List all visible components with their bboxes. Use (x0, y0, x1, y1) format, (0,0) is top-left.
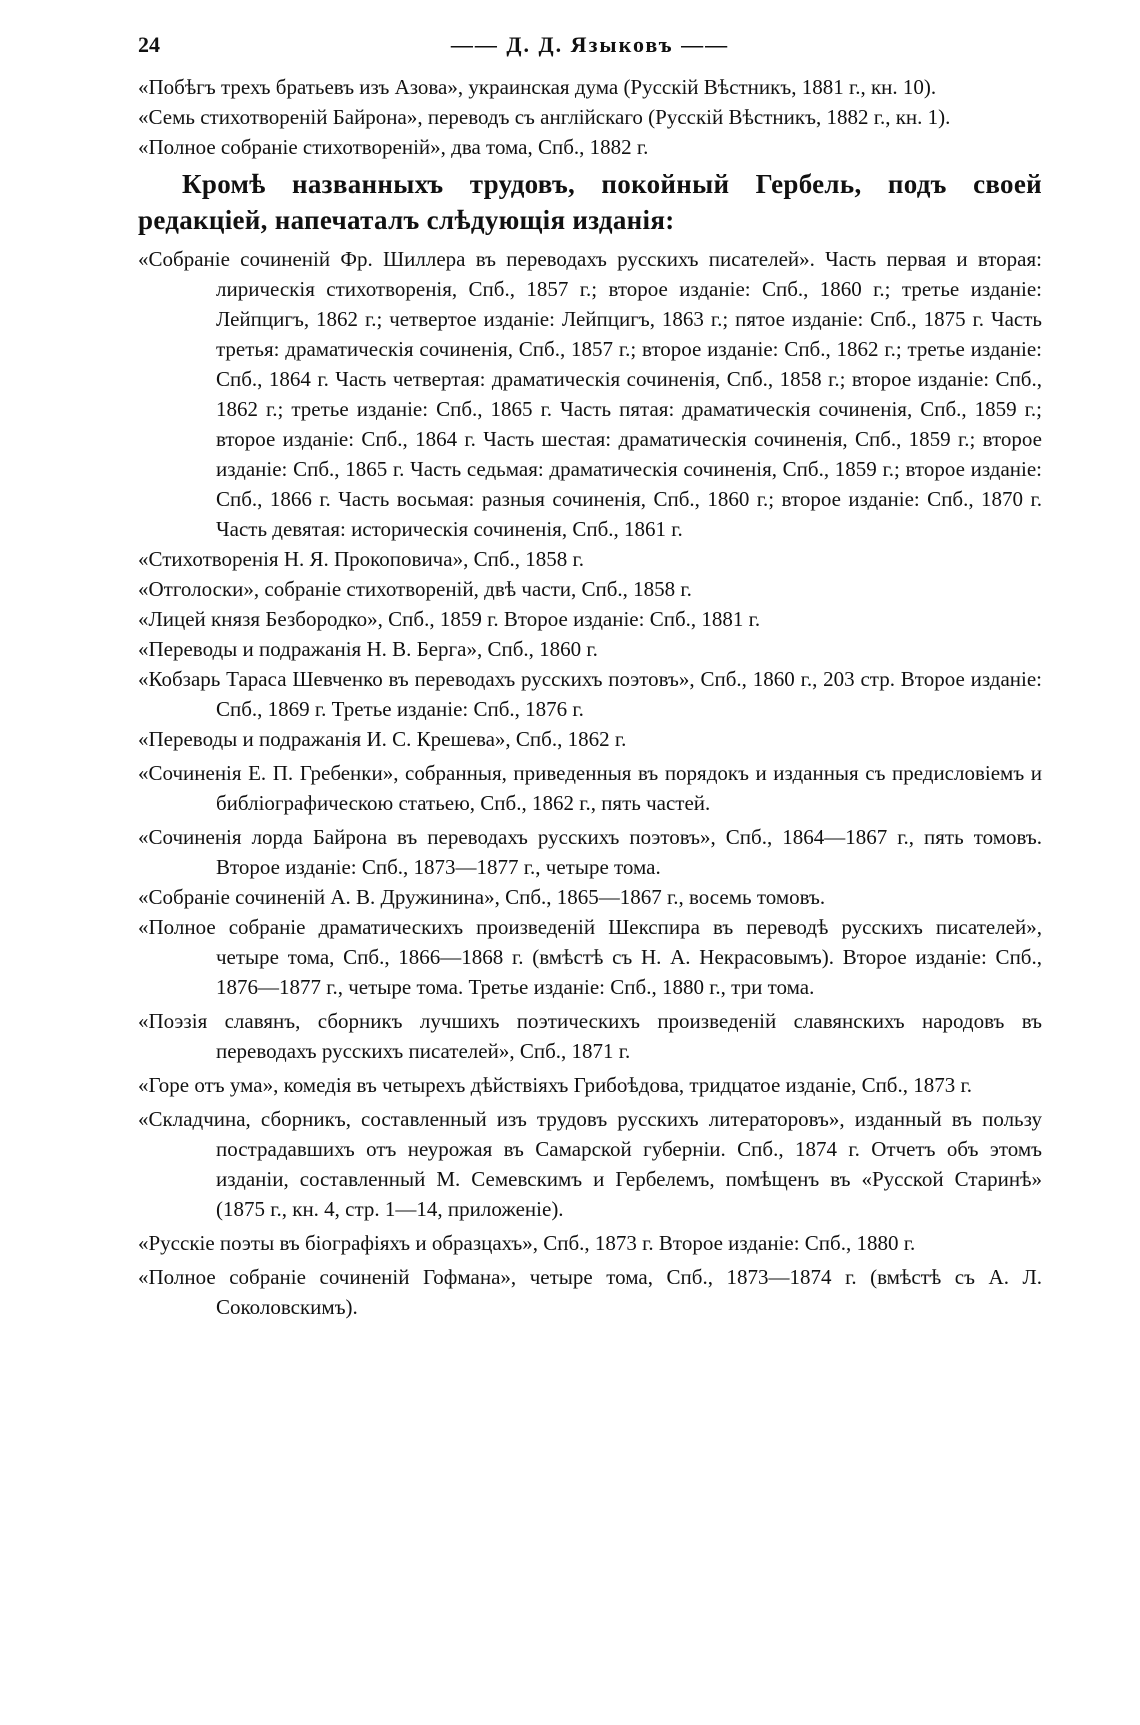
bibliography-entry: «Семь стихотвореній Байрона», переводъ съ англійскаго (Русскій Вѣстникъ, 1882 г., кн. 1). (138, 105, 951, 129)
running-title: —— Д. Д. Языковъ —— (450, 32, 730, 57)
bibliography-entry: «Стихотворенія Н. Я. Прокоповича», Спб., 1858 г. (138, 547, 584, 571)
bibliography-entry: «Поэзія славянъ, сборникъ лучшихъ поэтическихъ произведеній славянскихъ народовъ въ переводахъ русскихъ писателей», Спб., 1871 г. (138, 1009, 1042, 1063)
bibliography-entry: «Переводы и подражанія Н. В. Берга», Спб., 1860 г. (138, 637, 598, 661)
page-number: 24 (138, 32, 160, 57)
bibliography-entry: «Отголоски», собраніе стихотвореній, двѣ части, Спб., 1858 г. (138, 577, 692, 601)
bibliography-entry: «Переводы и подражанія И. С. Крешева», Спб., 1862 г. (138, 727, 627, 751)
book-page (138, 30, 1042, 1322)
bibliography-entry: «Кобзарь Тараса Шевченко въ переводахъ русскихъ поэтовъ», Спб., 1860 г., 203 стр. Второе изданіе: Спб., 1869 г. Третье изданіе: Спб., 1876 г. (138, 667, 1042, 721)
bibliography-entry: «Полное собраніе сочиненій Гофмана», четыре тома, Спб., 1873—1874 г. (вмѣстѣ съ А. Л. Соколовскимъ). (138, 1265, 1042, 1319)
bibliography-entry: «Сочиненія Е. П. Гребенки», собранныя, приведенныя въ порядокъ и изданныя съ предисловіемъ и библіографическою статьею, Спб., 1862 г., пять частей. (138, 761, 1042, 815)
bibliography-entry: «Полное собраніе стихотвореній», два тома, Спб., 1882 г. (138, 135, 649, 159)
own-works-list (138, 72, 1042, 162)
bibliography-entry: «Собраніе сочиненій Фр. Шиллера въ переводахъ русскихъ писателей». Часть первая и вторая: лирическія стихотворенія, Спб., 1857 г.; второе изданіе: Спб., 1860 г.; третье изданіе: Лейпцигъ, 1862 г.; четвертое изданіе: Лейпцигъ, 1863 г.; пятое изданіе: Спб., 1875 г. Часть третья: драматическія сочиненія, Спб., 1857 г.; второе изданіе: Спб., 1862 г.; третье изданіе: Спб., 1864 г. Часть четвертая: драматическія сочиненія, Спб., 1858 г.; второе изданіе: Спб., 1862 г.; третье изданіе: Спб., 1865 г. Часть пятая: драматическія сочиненія, Спб., 1859 г.; второе изданіе: Спб., 1864 г. Часть шестая: драматическія сочиненія, Спб., 1859 г.; второе изданіе: Спб., 1865 г. Часть седьмая: драматическія сочиненія, Спб., 1859 г.; второе изданіе: Спб., 1866 г. Часть восьмая: разныя сочиненія, Спб., 1860 г.; второе изданіе: Спб., 1870 г. Часть девятая: историческія сочиненія, Спб., 1861 г. (138, 247, 1042, 541)
bibliography-entry: «Собраніе сочиненій А. В. Дружинина», Спб., 1865—1867 г., восемь томовъ. (138, 885, 826, 909)
bibliography-entry: «Складчина, сборникъ, составленный изъ трудовъ русскихъ литераторовъ», изданный въ пользу пострадавшихъ отъ неурожая въ Самарской губерніи. Спб., 1874 г. Отчетъ объ этомъ изданіи, составленный М. Семевскимъ и Гербелемъ, помѣщенъ въ «Русской Старинѣ» (1875 г., кн. 4, стр. 1—14, приложеніе). (138, 1107, 1042, 1221)
bibliography-entry: «Горе отъ ума», комедія въ четырехъ дѣйствіяхъ Грибоѣдова, тридцатое изданіе, Спб., 1873 г. (138, 1073, 972, 1097)
bibliography-entry: «Сочиненія лорда Байрона въ переводахъ русскихъ поэтовъ», Спб., 1864—1867 г., пять томовъ. Второе изданіе: Спб., 1873—1877 г., четыре тома. (138, 825, 1042, 879)
running-head (138, 30, 1042, 72)
edited-works-list (138, 244, 1042, 1322)
bibliography-entry: «Лицей князя Безбородко», Спб., 1859 г. Второе изданіе: Спб., 1881 г. (138, 607, 761, 631)
bibliography-entry: «Полное собраніе драматическихъ произведеній Шекспира въ переводѣ русскихъ писателей», четыре тома, Спб., 1866—1868 г. (вмѣстѣ съ Н. А. Некрасовымъ). Второе изданіе: Спб., 1876—1877 г., четыре тома. Третье изданіе: Спб., 1880 г., три тома. (138, 915, 1042, 999)
intro-paragraph: Кромѣ названныхъ трудовъ, покойный Гербель, подъ своей редакціей, напечаталъ слѣдующія изданія: (138, 169, 1042, 235)
bibliography-entry: «Побѣгъ трехъ братьевъ изъ Азова», украинская дума (Русскій Вѣстникъ, 1881 г., кн. 10). (138, 75, 937, 99)
bibliography-entry: «Русскіе поэты въ біографіяхъ и образцахъ», Спб., 1873 г. Второе изданіе: Спб., 1880 г. (138, 1231, 916, 1255)
